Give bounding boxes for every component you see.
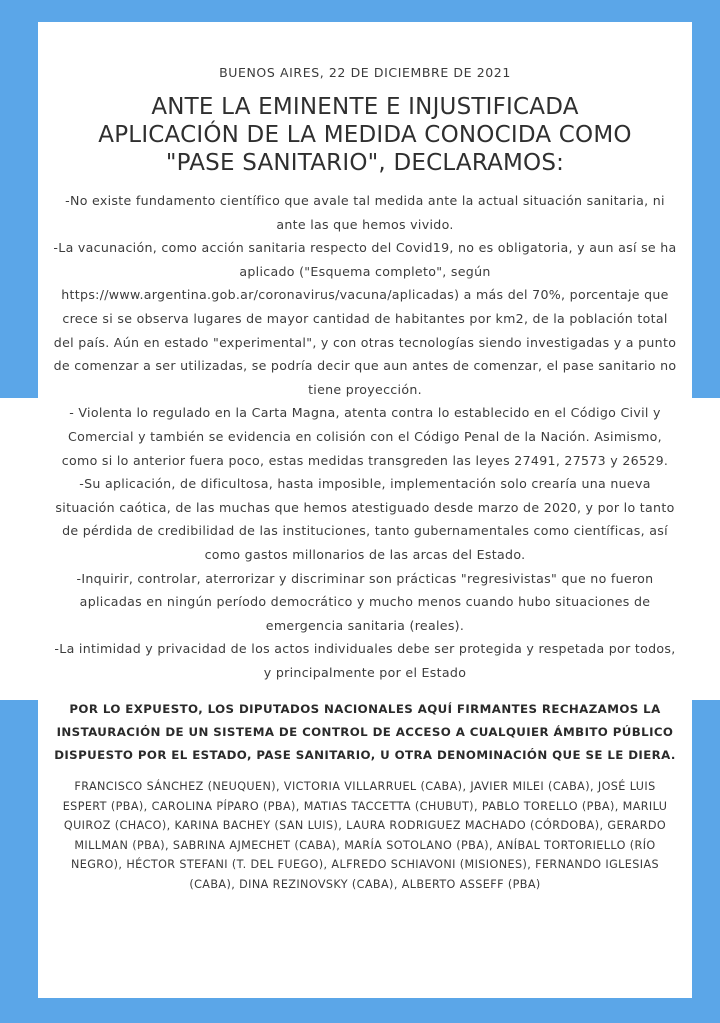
headline-line: APLICACIÓN DE LA MEDIDA CONOCIDA COMO bbox=[98, 122, 632, 148]
headline-line: "PASE SANITARIO", DECLARAMOS: bbox=[165, 150, 565, 176]
headline-line: ANTE LA EMINENTE E INJUSTIFICADA bbox=[151, 94, 579, 120]
declaration-point: -Inquirir, controlar, aterrorizar y discriminar son prácticas "regresivistas" que no fueron aplicadas en ningún período democrático y mucho menos cuando hubo situaciones de emergencia sanitaria (reales). bbox=[76, 570, 654, 633]
declaration-point: -No existe fundamento científico que avale tal medida ante la actual situación sanitaria, ni ante las que hemos vivido. bbox=[65, 193, 665, 232]
dateline: BUENOS AIRES, 22 DE DICIEMBRE DE 2021 bbox=[219, 65, 511, 80]
declaration-point: - Violenta lo regulado en la Carta Magna, atenta contra lo establecido en el Código Civil y Comercial y también se evidencia en colisión con el Código Penal de la Nación. Asimismo, como si lo anterior fuera poco, estas medidas transgreden las leyes 27491, 27573 y 26529. bbox=[61, 405, 669, 468]
closing-statement: POR LO EXPUESTO, LOS DIPUTADOS NACIONALES AQUÍ FIRMANTES RECHAZAMOS LA INSTAURACIÓN DE UN SISTEMA DE CONTROL DE ACCESO A CUALQUIER ÁMBITO PÚBLICO DISPUESTO POR EL ESTADO, PASE SANITARIO, U OTRA DENOMINACIÓN QUE SE LE DIERA. bbox=[54, 702, 676, 763]
declaration-point: -La vacunación, como acción sanitaria respecto del Covid19, no es obligatoria, y aun así se ha aplicado ("Esquema completo", según https://www.argentina.gob.ar/coronavirus/vacuna/aplicadas) a más del 70%, porcentaje que crece si se observa lugares de mayor cantidad de habitantes por km2, de la población total del país. Aún en estado "experimental", y con otras tecnologías siendo investigadas y a punto de comenzar a ser utilizadas, se podría decir que aun antes de comenzar, el pase sanitario no tiene proyección. bbox=[53, 240, 677, 397]
signatories-list: FRANCISCO SÁNCHEZ (NEUQUEN), VICTORIA VILLARRUEL (CABA), JAVIER MILEI (CABA), JOSÉ LUIS ESPERT (PBA), CAROLINA PÍPARO (PBA), MATIAS TACCETTA (CHUBUT), PABLO TORELLO (PBA), MARILU QUIROZ (CHACO), KARINA BACHEY (SAN LUIS), LAURA RODRIGUEZ MACHADO (CÓRDOBA), GERARDO MILLMAN (PBA), SABRINA AJMECHET (CABA), MARÍA SOTOLANO (PBA), ANÍBAL TORTORIELLO (RÍO NEGRO), HÉCTOR STEFANI (T. DEL FUEGO), ALFREDO SCHIAVONI (MISIONES), FERNANDO IGLESIAS (CABA), DINA REZINOVSKY (CABA), ALBERTO ASSEFF (PBA) bbox=[62, 780, 668, 891]
declaration-point: -Su aplicación, de dificultosa, hasta imposible, implementación solo crearía una nueva situación caótica, de las muchas que hemos atestiguado desde marzo de 2020, y por lo tanto de pérdida de credibilidad de las instituciones, tanto gubernamentales como científicas, así como gastos millonarios de las arcas del Estado. bbox=[55, 476, 675, 562]
statement-card bbox=[38, 22, 692, 998]
declaration-point: -La intimidad y privacidad de los actos individuales debe ser protegida y respetada por todos, y principalmente por el Estado bbox=[54, 641, 676, 680]
headline bbox=[72, 93, 658, 177]
declaration-points bbox=[52, 189, 678, 684]
